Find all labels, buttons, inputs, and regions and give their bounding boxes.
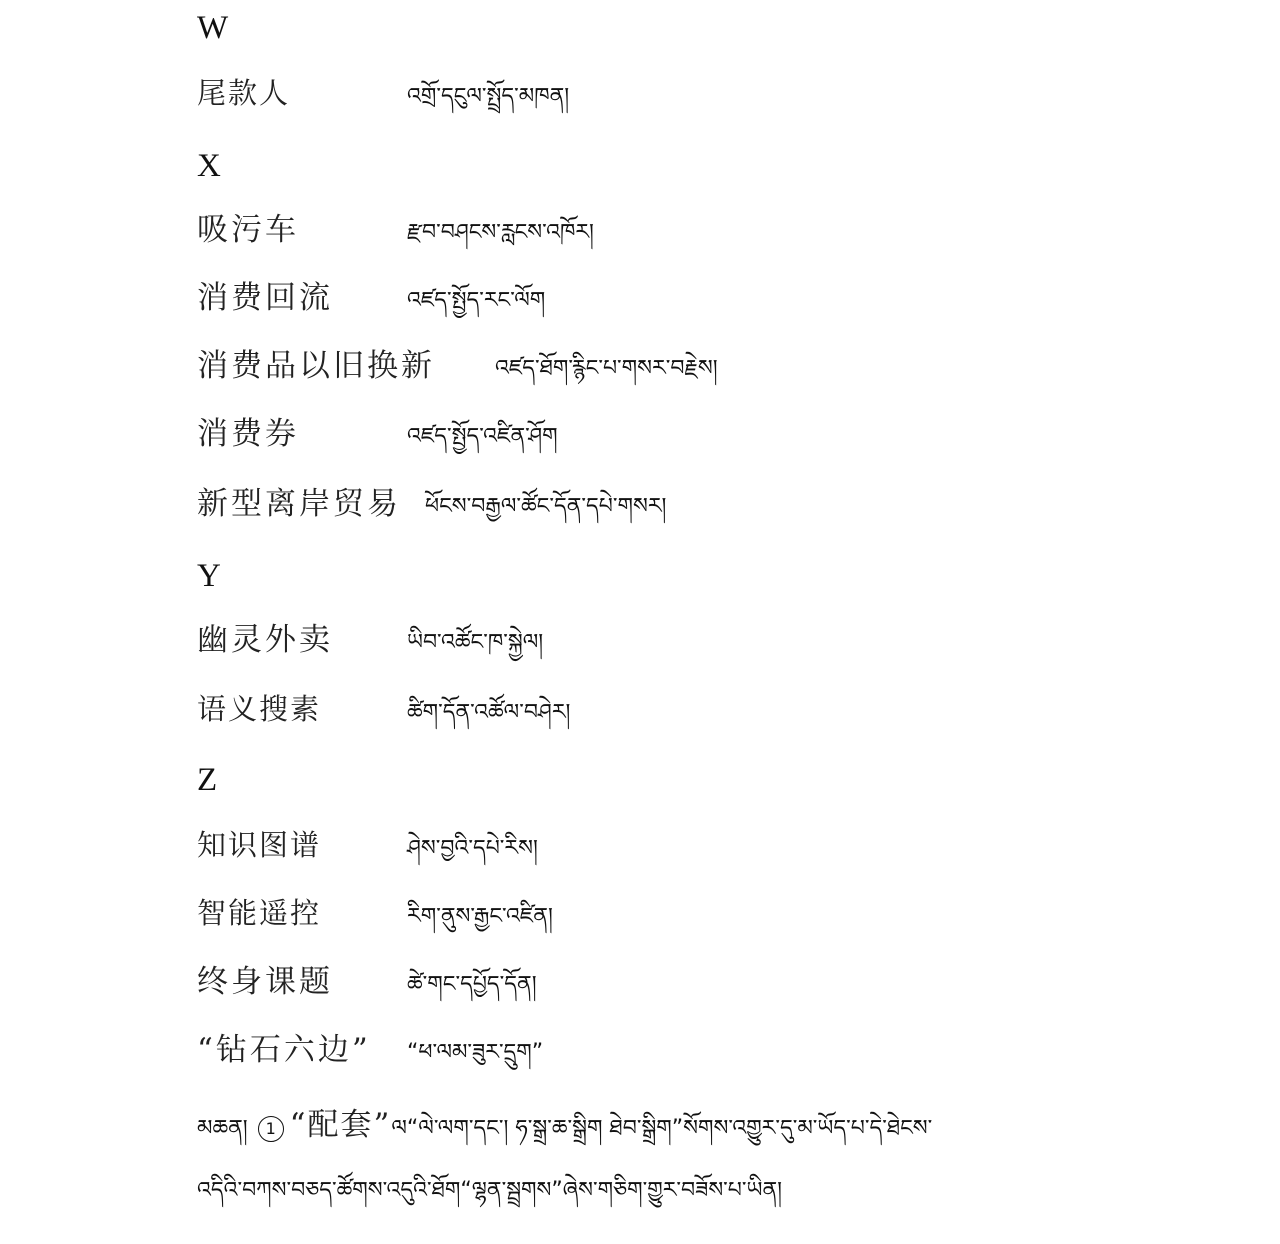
- section-letter-w: W: [197, 10, 229, 46]
- section-letter-y: Y: [197, 558, 221, 594]
- chinese-term: 吸污车: [197, 212, 299, 248]
- chinese-term: 消费券: [197, 416, 299, 452]
- tibetan-term: ཕོངས་བརྒྱལ་ཚོང་དོན་དཔེ་གསར།: [425, 494, 667, 519]
- note-text: ལ“ལེ་ལག་དང་། ཧ་སྒྲ་ཆ་སྒྲིག ཐེབ་སྒྲིག”སོགས་འགྱུར་དུ་མ་ཡོད་པ་དེ་ཐེངས་: [391, 1116, 933, 1141]
- chinese-term: “钻石六边”: [197, 1032, 371, 1068]
- section-letter-z: Z: [197, 762, 218, 798]
- footnote-line-1: [197, 1104, 932, 1147]
- tibetan-term: འཛད་སྤྱོད་འཛིན་ཤོག: [407, 424, 558, 449]
- tibetan-term: “ཕ་ལམ་ཟུར་དྲུག”: [407, 1040, 544, 1065]
- note-label: མཆན།: [197, 1116, 248, 1141]
- chinese-term: 新型离岸贸易: [197, 486, 401, 522]
- tibetan-term: ཤེས་བྱའི་དཔེ་རིས།: [407, 836, 538, 861]
- tibetan-term: ཡིབ་འཚོང་ཁ་སྐྱེལ།: [407, 630, 544, 655]
- tibetan-term: འཛད་སྤྱོད་རང་ལོག: [407, 288, 546, 313]
- footnote-line-2: [197, 1176, 782, 1207]
- note-chinese-term: “配套”: [289, 1107, 392, 1143]
- chinese-term: 语义搜素: [197, 692, 322, 726]
- tibetan-term: རིག་ནུས་རྒྱང་འཛིན།: [407, 904, 553, 929]
- tibetan-term: ཚེ་གང་དཔྱོད་དོན།: [407, 972, 537, 997]
- tibetan-term: རྫབ་བཤངས་རླངས་འཁོར།: [407, 220, 594, 245]
- chinese-term: 智能遥控: [197, 896, 322, 930]
- chinese-term: 幽灵外卖: [197, 622, 333, 658]
- section-letter-x: X: [197, 148, 221, 184]
- chinese-term: 消费回流: [197, 280, 333, 316]
- chinese-term: 消费品以旧换新: [197, 348, 435, 384]
- note-text-continued: འདིའི་བཀས་བཅད་ཚོགས་འདུའི་ཐོག“ལྷན་སྦྲགས”ཞེས་གཅིག་གྱུར་བཟོས་པ་ཡིན།: [197, 1178, 783, 1203]
- tibetan-term: ཚིག་དོན་འཚོལ་བཤེར།: [407, 700, 571, 725]
- chinese-term: 知识图谱: [197, 828, 322, 862]
- chinese-term: 终身课题: [197, 964, 333, 1000]
- note-number-badge: 1: [258, 1116, 284, 1142]
- tibetan-term: འགྲོ་དངུལ་སྤྲོད་མཁན།: [407, 84, 570, 109]
- tibetan-term: འཛད་ཐོག་རྙིང་པ་གསར་བརྗེས།: [495, 356, 718, 381]
- chinese-term: 尾款人: [197, 76, 291, 110]
